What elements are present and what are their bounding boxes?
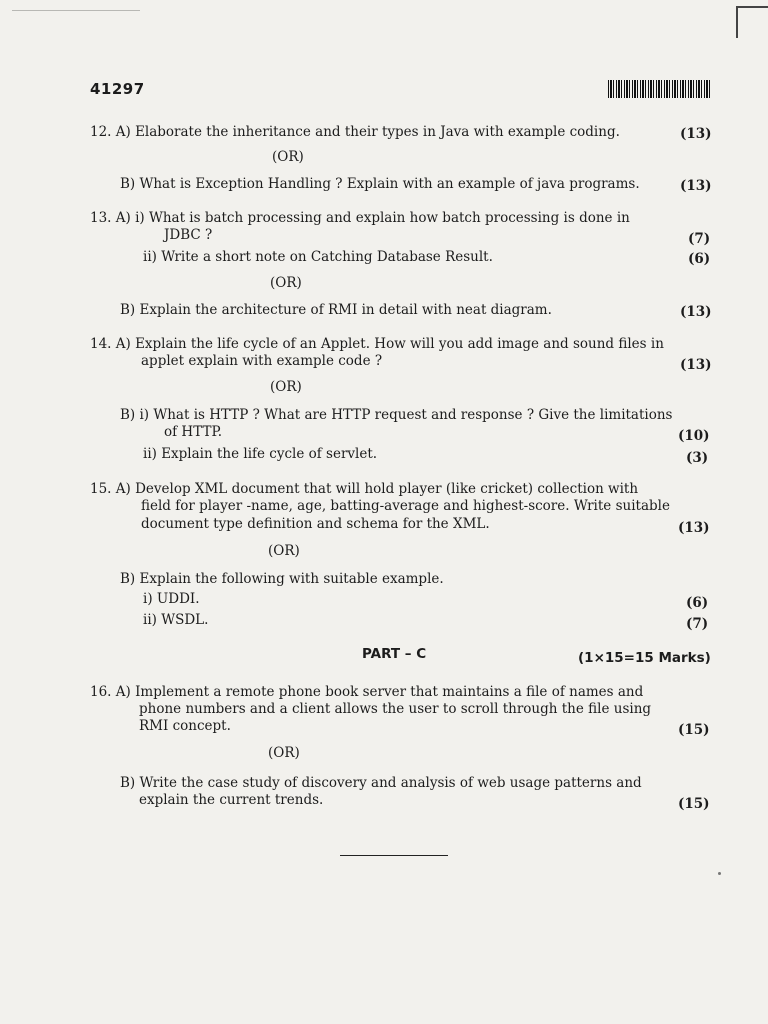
q16-a-text-2: phone numbers and a client allows the user to scroll through the file using <box>139 701 652 717</box>
q14-b-ii-marks: (3) <box>686 450 709 466</box>
q12-b-text: B) What is Exception Handling ? Explain with an example of java programs. <box>120 176 640 192</box>
q12-a-text: 12. A) Elaborate the inheritance and their types in Java with example coding. <box>90 124 620 140</box>
q14-b-i-text-2: of HTTP. <box>164 424 223 440</box>
q12-b-marks: (13) <box>680 178 712 194</box>
q15-b-i-text: i) UDDI. <box>143 591 200 607</box>
part-c-marks: (1×15=15 Marks) <box>578 650 711 666</box>
q14-b-i-marks: (10) <box>678 428 710 444</box>
q13-b-marks: (13) <box>680 304 712 320</box>
q16-a-marks: (15) <box>678 722 710 738</box>
q14-or: (OR) <box>270 379 302 395</box>
q16-a-text: 16. A) Implement a remote phone book server that maintains a file of names and <box>90 684 644 700</box>
q15-a-text: 15. A) Develop XML document that will hold player (like cricket) collection with <box>90 481 639 497</box>
q13-or: (OR) <box>270 275 302 291</box>
barcode <box>608 80 710 98</box>
q13-a-i-text: 13. A) i) What is batch processing and explain how batch processing is done in <box>90 210 630 226</box>
q14-a-marks: (13) <box>680 357 712 373</box>
q14-b-i-text: B) i) What is HTTP ? What are HTTP request and response ? Give the limitations <box>120 407 673 423</box>
q15-b-text: B) Explain the following with suitable example. <box>120 571 444 587</box>
q12-or: (OR) <box>272 149 304 165</box>
q13-a-ii-text: ii) Write a short note on Catching Database Result. <box>143 249 493 265</box>
q15-a-text-3: document type definition and schema for the XML. <box>141 516 490 532</box>
q16-or: (OR) <box>268 745 300 761</box>
q16-a-text-3: RMI concept. <box>139 718 231 734</box>
q15-a-text-2: field for player -name, age, batting-average and highest-score. Write suitable <box>141 498 670 514</box>
q16-b-marks: (15) <box>678 796 710 812</box>
q15-a-marks: (13) <box>678 520 710 536</box>
end-rule <box>340 855 448 856</box>
scan-corner-mark <box>736 6 768 38</box>
q14-a-text: 14. A) Explain the life cycle of an Applet. How will you add image and sound files in <box>90 336 664 352</box>
q15-b-ii-marks: (7) <box>686 616 709 632</box>
q14-b-ii-text: ii) Explain the life cycle of servlet. <box>143 446 378 462</box>
q13-a-ii-marks: (6) <box>688 251 711 267</box>
q15-or: (OR) <box>268 543 300 559</box>
q16-b-text-2: explain the current trends. <box>139 792 324 808</box>
q13-a-i-text-2: JDBC ? <box>164 227 213 243</box>
q15-b-i-marks: (6) <box>686 595 709 611</box>
scan-top-rule <box>12 10 140 11</box>
paper-code: 41297 <box>90 80 145 98</box>
q16-b-text: B) Write the case study of discovery and analysis of web usage patterns and <box>120 775 642 791</box>
q13-b-text: B) Explain the architecture of RMI in detail with neat diagram. <box>120 302 552 318</box>
q14-a-text-2: applet explain with example code ? <box>141 353 383 369</box>
part-c-title: PART – C <box>362 646 427 662</box>
q13-a-i-marks: (7) <box>688 231 711 247</box>
scan-speck <box>718 872 721 875</box>
q15-b-ii-text: ii) WSDL. <box>143 612 209 628</box>
q12-a-marks: (13) <box>680 126 712 142</box>
